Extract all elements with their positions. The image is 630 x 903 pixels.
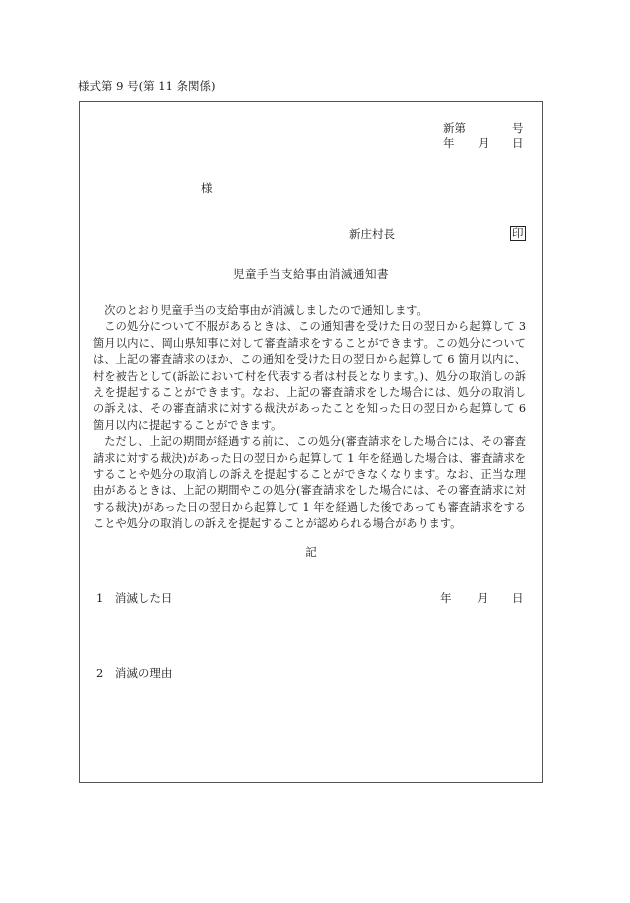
- form-number-label: 様式第 9 号(第 11 条関係): [78, 79, 216, 93]
- document-title: 児童手当支給事由消滅通知書: [233, 267, 389, 281]
- notice-frame: [79, 101, 543, 783]
- ki-heading: 記: [305, 545, 317, 559]
- body-paragraph-3: ただし、上記の期間が経過する前に、この処分(審査請求をした場合には、その審査請求に対する裁決)があった日の翌日から起算して 1 年を経過した場合は、審査請求をすることや処分の取消しの訴えを提起することができなくなります。なお、正当な理由があるときは、上記の期間やこの処分(審査請求をした場合には、その審査請求に対する裁決)があった日の翌日から起算して 1 年を経過した後であっても審査請求をすることや処分の取消しの訴えを提起することが認められる場合があります。: [93, 435, 526, 531]
- seal-mark: [510, 226, 526, 241]
- body-paragraph-2: この処分について不服があるときは、この通知書を受けた日の翌日から起算して 3 箇月以内に、岡山県知事に対して審査請求をすることができます。この処分については、上記の審査請求のほか、この通知を受けた日の翌日から起算して 6 箇月以内に、村を被告として(訴訟において村を代表する者は村長となります。)、処分の取消しの訴えを提起することができます。なお、上記の審査請求をした場合には、処分の取消しの訴えは、その審査請求に対する裁決があったことを知った日の翌日から起算して 6 箇月以内に提起することができます。: [93, 320, 526, 432]
- item-1-month-label: 月: [477, 591, 489, 605]
- date-day-label: 日: [512, 136, 524, 150]
- item-1-day-label: 日: [512, 591, 524, 605]
- item-1-label: 1 消滅した日: [96, 591, 173, 605]
- item-2-label: 2 消滅の理由: [96, 666, 173, 680]
- issuer-name: 新庄村長: [349, 227, 395, 241]
- seal-label: 印: [512, 226, 524, 240]
- body-paragraph-1: 次のとおり児童手当の支給事由が消滅しましたので通知します。: [104, 304, 428, 317]
- date-month-label: 月: [478, 136, 490, 150]
- document-number-prefix: 新第: [443, 121, 466, 135]
- document-number-suffix: 号: [512, 121, 524, 135]
- date-year-label: 年: [443, 136, 455, 150]
- notice-body: [93, 303, 526, 533]
- item-1-year-label: 年: [440, 591, 452, 605]
- addressee-suffix: 様: [201, 181, 213, 195]
